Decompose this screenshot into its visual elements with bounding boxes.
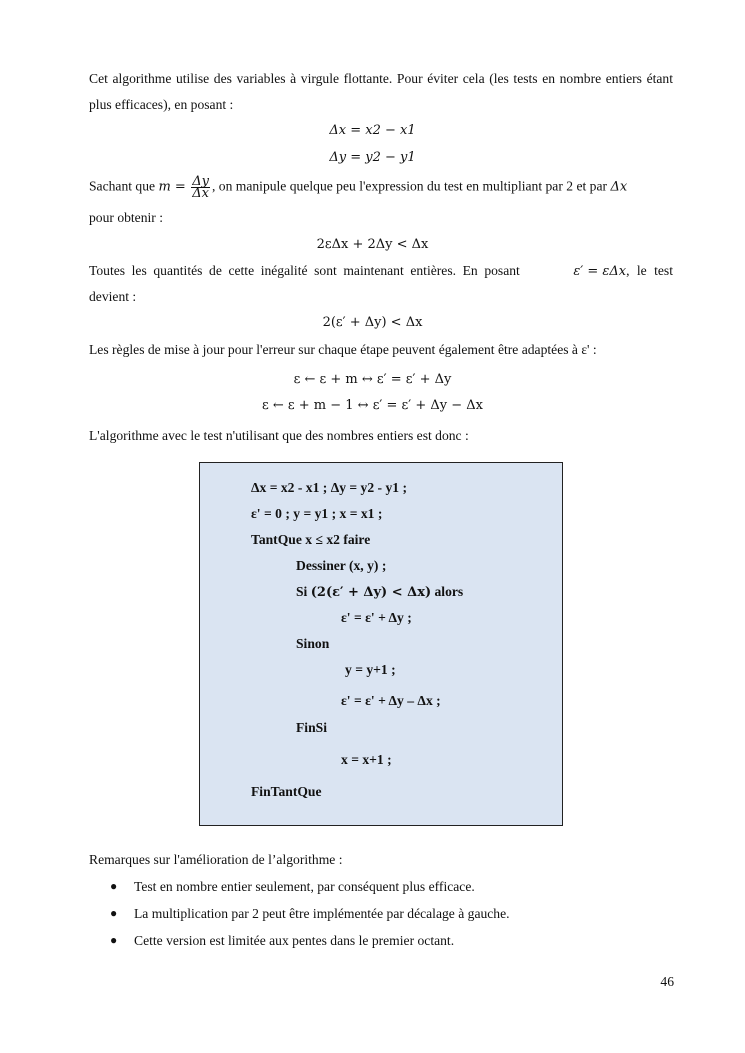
- code-line-8: y = y+1 ;: [345, 662, 396, 677]
- equation-test-1: 2εΔx + 2Δy < Δx: [316, 237, 429, 252]
- code-line-4: Dessiner (x, y) ;: [296, 558, 387, 573]
- list-item-text: Test en nombre entier seulement, par conséquent plus efficace.: [134, 879, 475, 894]
- code-line-12: FinTantQue: [251, 784, 322, 799]
- equation-rule-2: ε ← ε + m − 1 ↔ ε′ = ε′ + Δy − Δx: [262, 398, 483, 413]
- code-line-5: [296, 584, 463, 600]
- list-item-text: La multiplication par 2 peut être implémentée par décalage à gauche.: [134, 906, 510, 921]
- sachant-line: [89, 176, 673, 199]
- equation-rule-1: ε ← ε + m ↔ ε′ = ε′ + Δy: [293, 372, 452, 387]
- toutes-second-line: devient :: [89, 289, 137, 304]
- bullet-icon: ●: [110, 906, 118, 920]
- intro-paragraph: Cet algorithme utilise des variables à virgule flottante. Pour éviter cela (les tests en nombre entiers étant plus efficaces), en posant :: [89, 71, 673, 112]
- remarques-title: Remarques sur l'amélioration de l’algorithme :: [89, 852, 343, 867]
- toutes-end: , le test: [626, 263, 673, 278]
- toutes-tail: [573, 263, 673, 279]
- code-line-6: ε' = ε' + Δy ;: [341, 610, 412, 625]
- sachant-middle: , on manipule quelque peu l'expression du test en multipliant par 2 et par: [211, 178, 611, 194]
- bullet-icon: ●: [110, 879, 118, 893]
- fraction-numerator: Δy: [192, 174, 209, 189]
- code-line-10: FinSi: [296, 720, 327, 735]
- equation-delta-x: Δx = x2 − x1: [329, 123, 416, 138]
- bullet-icon: ●: [110, 933, 118, 947]
- code-si: Si: [296, 584, 311, 599]
- page-number: 46: [660, 974, 674, 989]
- equation-test-2: 2(ε′ + Δy) < Δx: [322, 315, 423, 330]
- slope-fraction: [191, 176, 210, 199]
- code-line-3: TantQue x ≤ x2 faire: [251, 532, 371, 547]
- regles-line: Les règles de mise à jour pour l'erreur sur chaque étape peuvent également être adaptées à ε' :: [89, 342, 597, 357]
- code-line-7: Sinon: [296, 636, 330, 651]
- code-line-9: ε' = ε' + Δy – Δx ;: [341, 693, 441, 708]
- sachant-dx: Δx: [610, 179, 628, 195]
- equation-delta-y: Δy = y2 − y1: [329, 150, 416, 165]
- fraction-denominator: Δx: [192, 186, 209, 201]
- slope-m-label: m =: [158, 179, 186, 195]
- algo-intro: L'algorithme avec le test n'utilisant que des nombres entiers est donc :: [89, 428, 469, 443]
- code-condition: (2(ε′ + Δy) < Δx): [310, 585, 432, 600]
- code-alors: alors: [431, 584, 464, 599]
- toutes-text: Toutes les quantités de cette inégalité sont maintenant entières. En posant: [89, 263, 520, 278]
- toutes-line: [89, 263, 673, 279]
- list-item-text: Cette version est limitée aux pentes dans le premier octant.: [134, 933, 455, 948]
- code-line-2: ε' = 0 ; y = y1 ; x = x1 ;: [251, 506, 383, 521]
- epsilon-prime-definition: ε′ = εΔx: [573, 264, 627, 279]
- sachant-suffix: pour obtenir :: [89, 210, 163, 225]
- algorithm-box: [199, 462, 563, 826]
- sachant-prefix: Sachant que: [89, 178, 159, 194]
- code-line-11: x = x+1 ;: [341, 752, 392, 767]
- code-line-1: Δx = x2 - x1 ; Δy = y2 - y1 ;: [251, 480, 407, 495]
